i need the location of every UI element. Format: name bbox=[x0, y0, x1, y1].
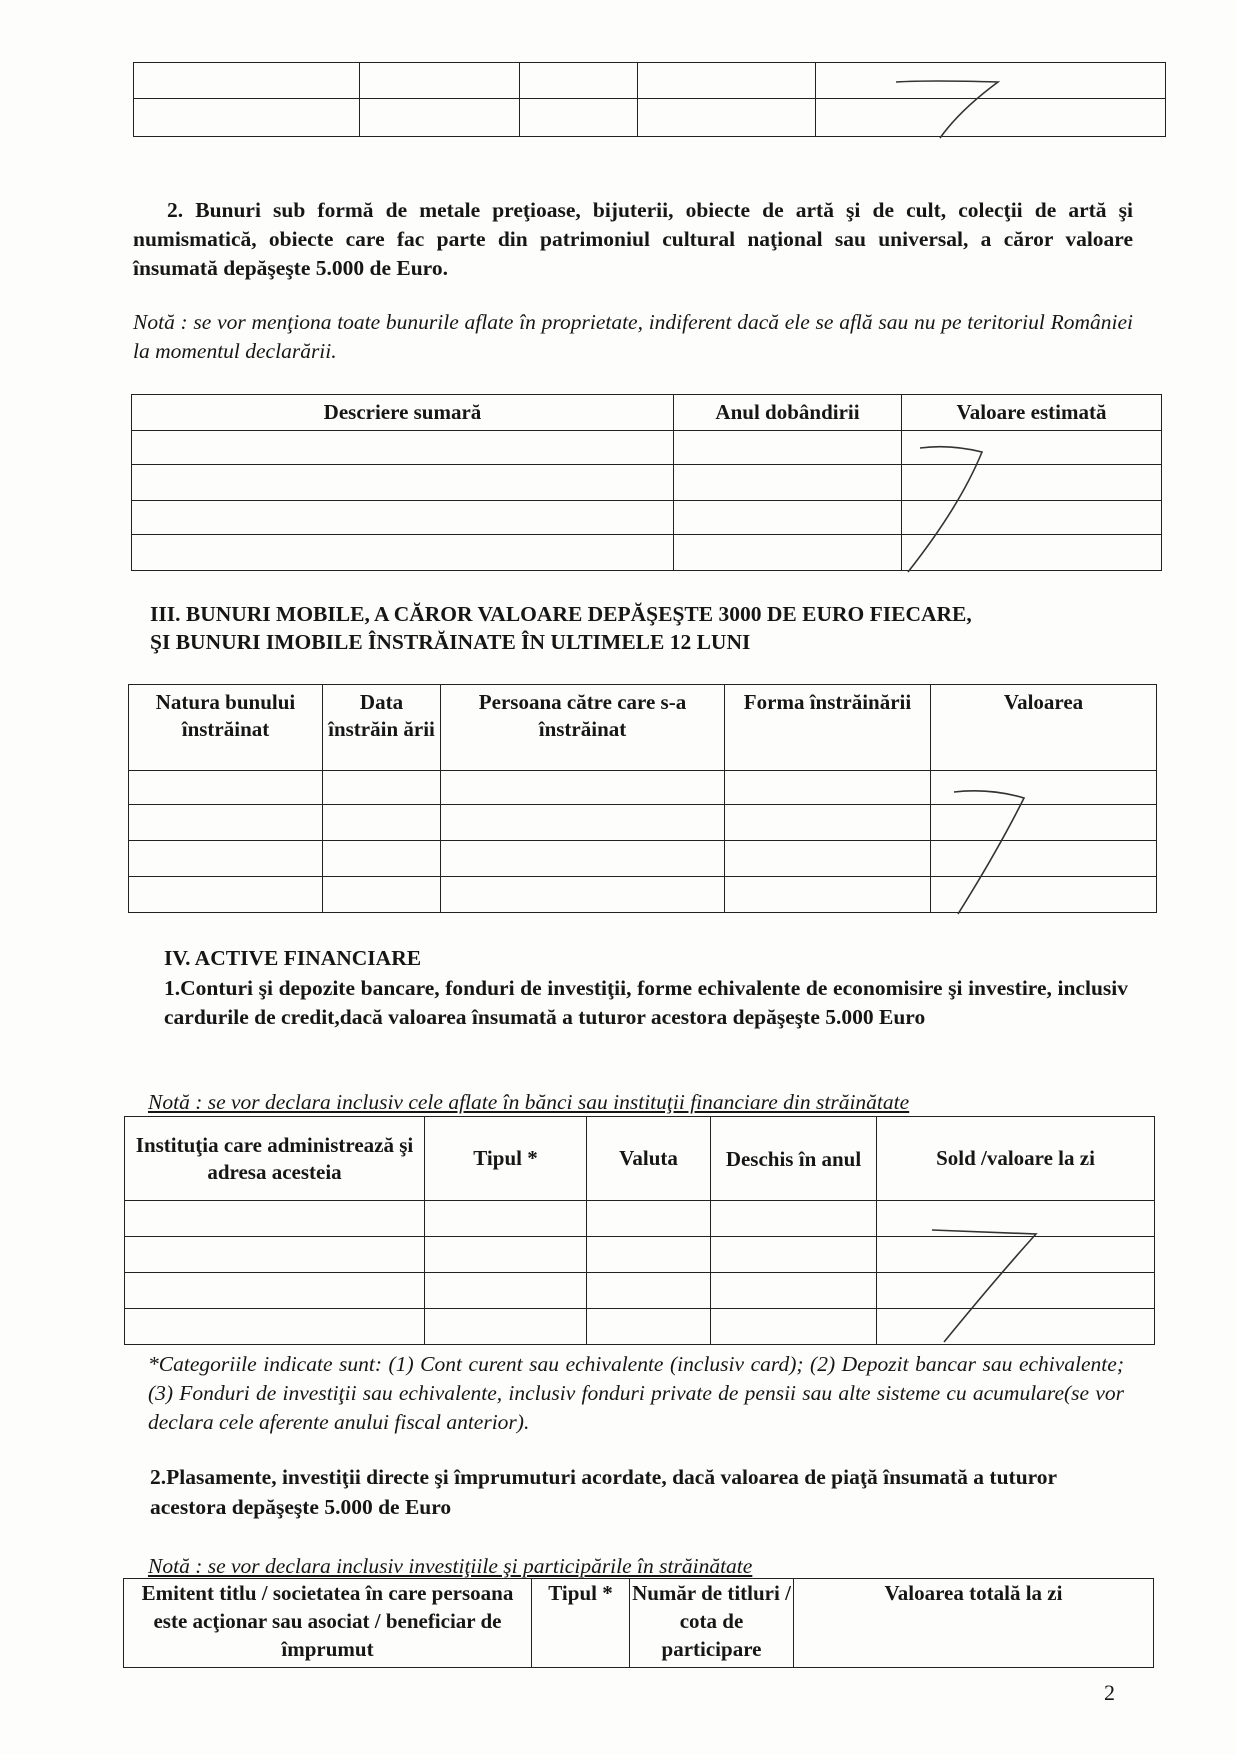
col-header: Emitent titlu / societatea în care persoana este acţionar sau asociat / beneficiar de împrumut bbox=[124, 1579, 532, 1668]
section3-table bbox=[128, 684, 1157, 913]
section4-sub2-table bbox=[123, 1578, 1154, 1668]
page-number: 2 bbox=[1104, 1680, 1115, 1705]
col-header: Valoarea bbox=[931, 685, 1157, 771]
col-header: Sold /valoare la zi bbox=[877, 1117, 1155, 1201]
col-header: Natura bunului înstrăinat bbox=[129, 685, 323, 771]
section4-sub1-heading: 1.Conturi şi depozite bancare, fonduri de investiţii, forme echivalente de economisire şi investire, inclusiv cardurile de credit,dacă valoarea însumată a tuturor acestora depăşeşte 5.000 Euro bbox=[164, 976, 1128, 1029]
col-header: Anul dobândirii bbox=[674, 395, 902, 431]
col-header: Valuta bbox=[587, 1117, 711, 1201]
top-continuation-table bbox=[133, 62, 1166, 137]
col-header: Tipul * bbox=[532, 1579, 630, 1668]
section2-note: Notă : se vor menţiona toate bunurile aflate în proprietate, indiferent dacă ele se află sau nu pe teritoriul României la momentul declarării. bbox=[133, 310, 1133, 363]
col-header: Tipul * bbox=[425, 1117, 587, 1201]
section4-sub2-heading: 2.Plasamente, investiţii directe şi împrumuturi acordate, dacă valoarea de piaţă însumată a tuturor acestora depăşeşte 5.000 de Euro bbox=[150, 1465, 1057, 1519]
col-header: Număr de titluri / cota de participare bbox=[630, 1579, 794, 1668]
col-header: Forma înstrăinării bbox=[725, 685, 931, 771]
section4-title: IV. ACTIVE FINANCIARE bbox=[164, 946, 422, 970]
col-header: Deschis în anul bbox=[711, 1117, 877, 1201]
section4-sub2-note: Notă : se vor declara inclusiv investiţiile şi participările în străinătate bbox=[148, 1554, 753, 1578]
section3-heading-line1: III. BUNURI MOBILE, A CĂROR VALOARE DEPĂŞEŞTE 3000 DE EURO FIECARE, bbox=[150, 602, 972, 626]
section2-heading: 2. Bunuri sub formă de metale preţioase, bijuterii, obiecte de artă şi de cult, colecţii de artă şi numismatică, obiecte care fac parte din patrimoniul cultural naţional sau universal, a căror valoare însumată depăşeşte 5.000 de Euro. bbox=[133, 198, 1133, 280]
section3-heading-line2: ŞI BUNURI IMOBILE ÎNSTRĂINATE ÎN ULTIMELE 12 LUNI bbox=[150, 630, 751, 654]
col-header: Valoarea totală la zi bbox=[794, 1579, 1154, 1668]
section4-sub1-table bbox=[124, 1116, 1155, 1345]
section4-sub1-note: Notă : se vor declara inclusiv cele aflate în bănci sau instituţii financiare din străinătate bbox=[148, 1090, 910, 1114]
section4-sub1-footnote: *Categoriile indicate sunt: (1) Cont curent sau echivalente (inclusiv card); (2) Depozit bancar sau echivalente; (3) Fonduri de investiţii sau echivalente, inclusiv fonduri private de pensii sau alte sisteme cu acumulare(se vor declara cele aferente anului fiscal anterior). bbox=[148, 1352, 1124, 1434]
col-header: Data înstrăin ării bbox=[323, 685, 441, 771]
section2-table bbox=[131, 394, 1162, 571]
col-header: Descriere sumară bbox=[132, 395, 674, 431]
col-header: Valoare estimată bbox=[902, 395, 1162, 431]
col-header: Persoana către care s-a înstrăinat bbox=[441, 685, 725, 771]
col-header: Instituţia care administrează şi adresa acesteia bbox=[125, 1117, 425, 1201]
